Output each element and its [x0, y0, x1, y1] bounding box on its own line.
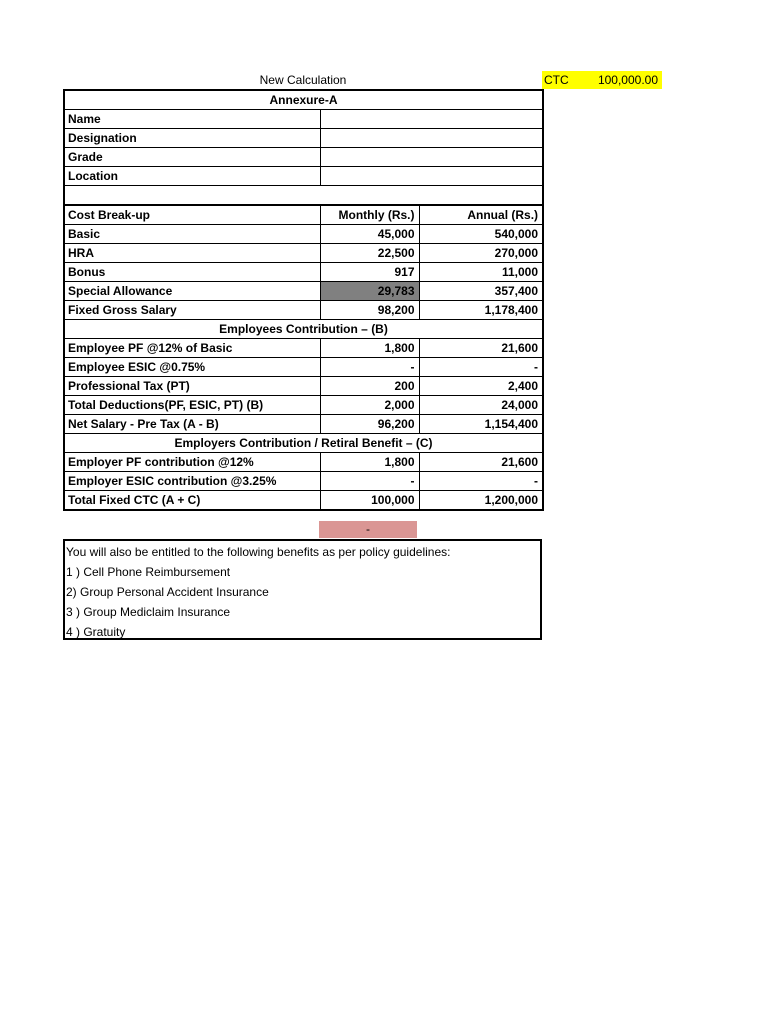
table-row	[64, 339, 543, 358]
monthly-cell-selected[interactable]: 29,783	[320, 282, 419, 301]
info-label: Location	[64, 167, 320, 186]
table-row	[64, 396, 543, 415]
benefit-item: 4 ) Gratuity	[66, 625, 126, 639]
row-label: Special Allowance	[64, 282, 320, 301]
row-label: Employer ESIC contribution @3.25%	[64, 472, 320, 491]
sheet-title: New Calculation	[259, 73, 347, 87]
table-row	[64, 491, 543, 511]
table-row	[64, 415, 543, 434]
column-header-annual: Annual (Rs.)	[419, 205, 543, 225]
annual-cell[interactable]: 270,000	[419, 244, 543, 263]
info-row	[64, 129, 543, 148]
annual-cell[interactable]: 1,178,400	[419, 301, 543, 320]
column-header-monthly: Monthly (Rs.)	[320, 205, 419, 225]
row-label: Employee PF @12% of Basic	[64, 339, 320, 358]
table-row	[64, 301, 543, 320]
section-heading-c: Employers Contribution / Retiral Benefit – (C)	[64, 434, 543, 453]
info-row	[64, 148, 543, 167]
monthly-cell[interactable]: 1,800	[320, 339, 419, 358]
annual-cell[interactable]: 1,154,400	[419, 415, 543, 434]
info-label: Grade	[64, 148, 320, 167]
table-row	[64, 282, 543, 301]
table-row	[64, 453, 543, 472]
monthly-cell[interactable]: 200	[320, 377, 419, 396]
benefits-intro: You will also be entitled to the following benefits as per policy guidelines:	[66, 545, 451, 559]
info-row	[64, 167, 543, 186]
annual-cell[interactable]: 24,000	[419, 396, 543, 415]
table-row	[64, 244, 543, 263]
table-row	[64, 472, 543, 491]
table-row	[64, 225, 543, 244]
spacer-row	[64, 186, 543, 206]
annual-cell[interactable]: 2,400	[419, 377, 543, 396]
row-label: Total Fixed CTC (A + C)	[64, 491, 320, 511]
section-heading-b: Employees Contribution – (B)	[64, 320, 543, 339]
info-value-cell[interactable]	[320, 129, 543, 148]
ctc-value[interactable]: 100,000.00	[597, 73, 658, 87]
annual-cell[interactable]: 357,400	[419, 282, 543, 301]
annual-cell[interactable]: -	[419, 358, 543, 377]
annual-cell[interactable]: 21,600	[419, 453, 543, 472]
annexure-heading: Annexure-A	[64, 90, 543, 110]
monthly-cell[interactable]: 22,500	[320, 244, 419, 263]
ctc-label: CTC	[544, 73, 569, 87]
spacer-cell	[64, 186, 543, 206]
column-header-row	[64, 205, 543, 225]
table-row	[64, 263, 543, 282]
row-label: Professional Tax (PT)	[64, 377, 320, 396]
monthly-cell[interactable]: -	[320, 472, 419, 491]
section-heading-row	[64, 434, 543, 453]
annual-cell[interactable]: 540,000	[419, 225, 543, 244]
info-label: Designation	[64, 129, 320, 148]
column-header-label: Cost Break-up	[64, 205, 320, 225]
annual-cell[interactable]: -	[419, 472, 543, 491]
benefits-box	[63, 539, 542, 640]
section-heading-row	[64, 320, 543, 339]
info-value-cell[interactable]	[320, 148, 543, 167]
annual-cell[interactable]: 21,600	[419, 339, 543, 358]
annual-cell[interactable]: 11,000	[419, 263, 543, 282]
benefit-item: 2) Group Personal Accident Insurance	[66, 585, 269, 599]
row-label: Net Salary - Pre Tax (A - B)	[64, 415, 320, 434]
row-label: Fixed Gross Salary	[64, 301, 320, 320]
annual-cell[interactable]: 1,200,000	[419, 491, 543, 511]
info-label: Name	[64, 110, 320, 129]
row-label: Employer PF contribution @12%	[64, 453, 320, 472]
benefit-item: 1 ) Cell Phone Reimbursement	[66, 565, 231, 579]
info-row	[64, 110, 543, 129]
monthly-cell[interactable]: 98,200	[320, 301, 419, 320]
row-label: Basic	[64, 225, 320, 244]
monthly-cell[interactable]: 1,800	[320, 453, 419, 472]
salary-breakup-table	[63, 89, 544, 511]
monthly-cell[interactable]: 45,000	[320, 225, 419, 244]
monthly-cell[interactable]: -	[320, 358, 419, 377]
info-value-cell[interactable]	[320, 167, 543, 186]
row-label: HRA	[64, 244, 320, 263]
ctc-difference-cell[interactable]: -	[319, 521, 417, 538]
monthly-cell[interactable]: 96,200	[320, 415, 419, 434]
monthly-cell[interactable]: 100,000	[320, 491, 419, 511]
monthly-cell[interactable]: 917	[320, 263, 419, 282]
table-row	[64, 358, 543, 377]
table-row	[64, 377, 543, 396]
row-label: Total Deductions(PF, ESIC, PT) (B)	[64, 396, 320, 415]
ctc-input-cell[interactable]	[542, 71, 662, 89]
monthly-cell[interactable]: 2,000	[320, 396, 419, 415]
row-label: Bonus	[64, 263, 320, 282]
benefit-item: 3 ) Group Mediclaim Insurance	[66, 605, 231, 619]
info-value-cell[interactable]	[320, 110, 543, 129]
row-label: Employee ESIC @0.75%	[64, 358, 320, 377]
